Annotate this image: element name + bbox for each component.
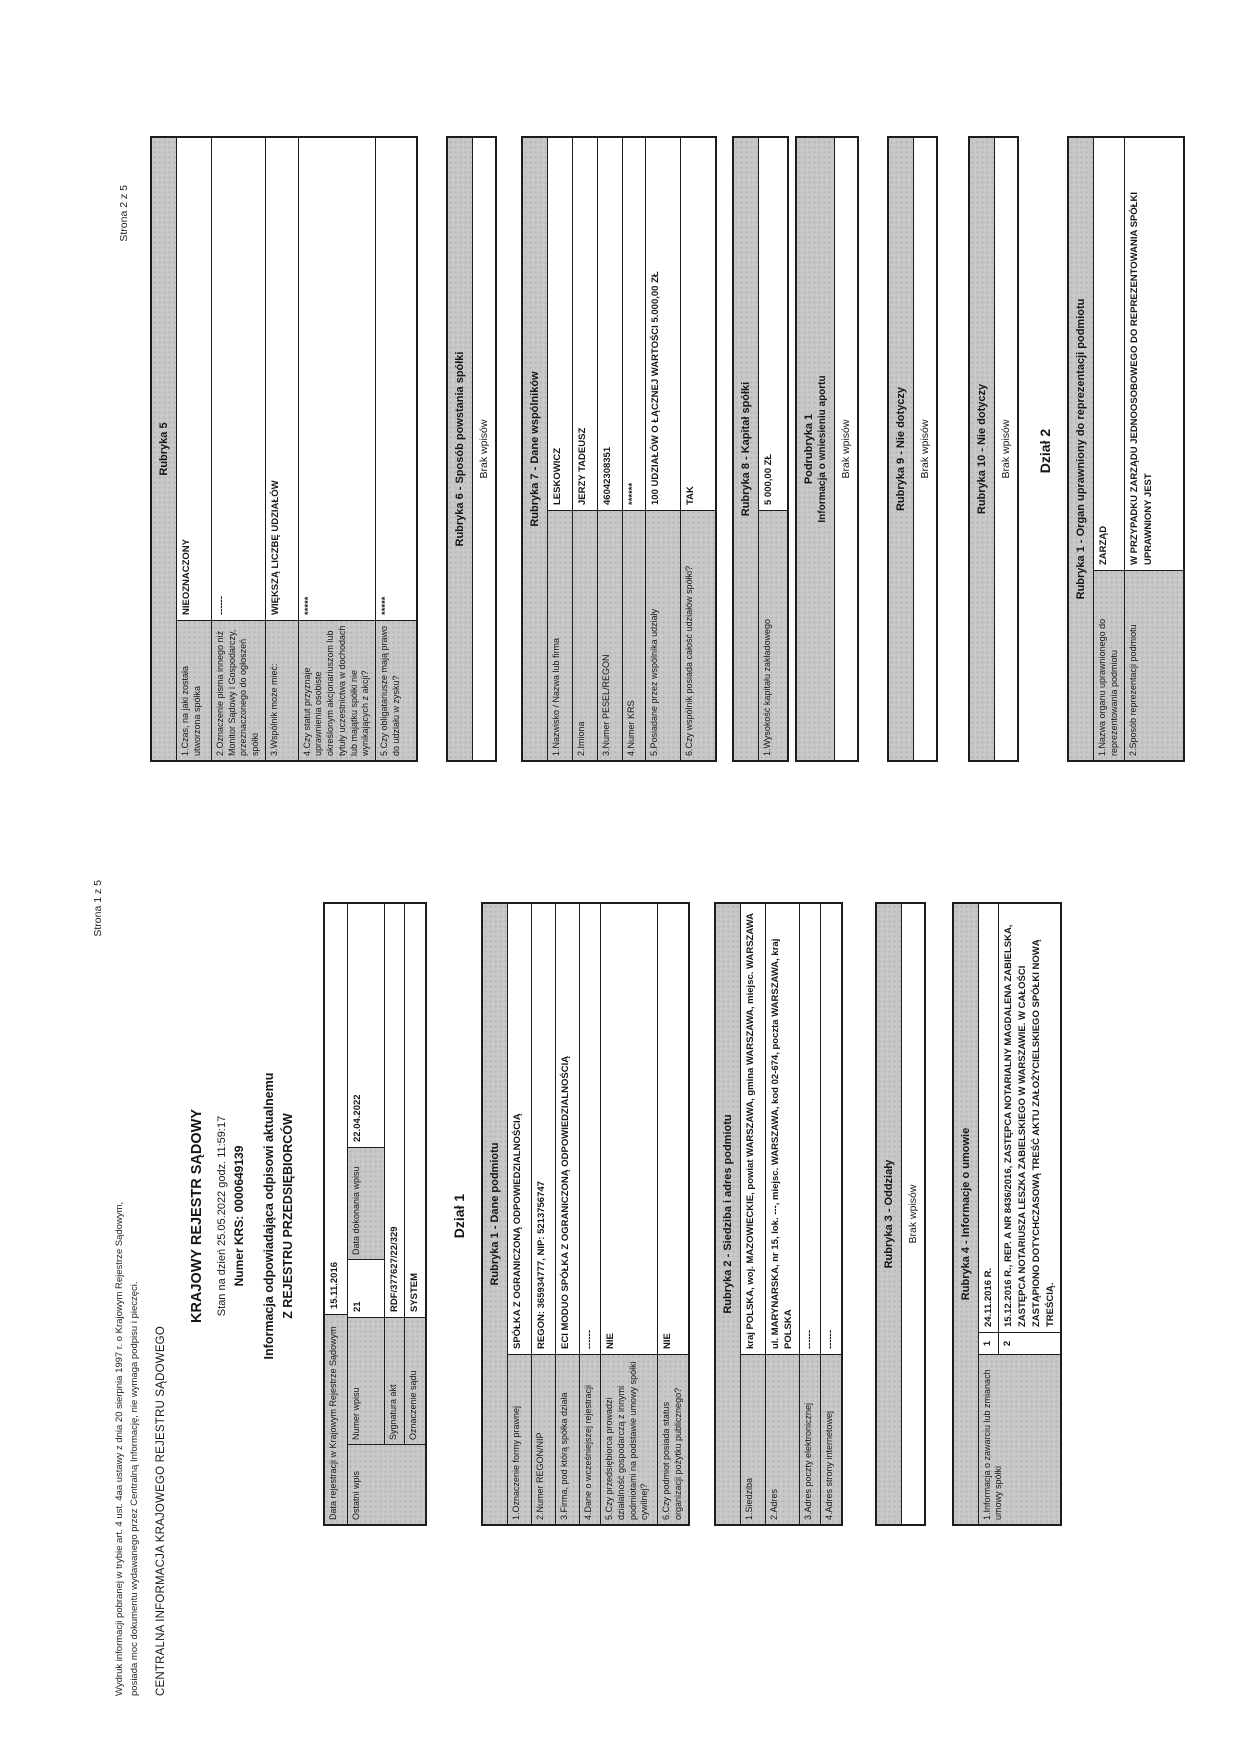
row-value: ***** — [299, 138, 375, 620]
rubryka-7-title: Rubryka 7 - Dane wspólników — [523, 138, 547, 760]
rubryka-5-table — [150, 136, 418, 762]
page-1-content — [92, 876, 1157, 1696]
table-row — [507, 904, 531, 1524]
table-row — [740, 904, 765, 1524]
table-row — [384, 904, 405, 1444]
row-label: 6.Czy podmiot posiada status organizacji pożytku publicznego? — [658, 1354, 687, 1524]
row-label: 2.Numer REGON/NIP — [532, 1354, 555, 1524]
table-row — [375, 138, 416, 760]
table-row — [680, 138, 715, 760]
row-value: 15.11.2016 — [325, 904, 347, 1314]
row-label: 3.Firma, pod którą spółka działa — [556, 1354, 579, 1524]
row-value: ------ — [212, 138, 265, 620]
registration-table — [323, 902, 428, 1526]
page-1 — [92, 876, 1157, 1696]
row-label: 5.Czy obligatariusze mają prawo do udziału w zysku? — [376, 620, 416, 760]
podrubryka-1-table — [795, 136, 859, 762]
table-row — [597, 138, 622, 760]
table-row — [600, 904, 657, 1524]
row-value: 46042308351 — [598, 138, 622, 510]
rubryka-9-title: Rubryka 9 - Nie dotyczy — [889, 138, 913, 760]
disclaimer-line-2: posiada moc dokumentu wydawanego przez Centralną Informację, nie wymaga podpisu i pieczęci. — [128, 1281, 140, 1696]
table-row — [998, 904, 1060, 1354]
row-value: 22.04.2022 — [348, 904, 384, 1147]
table-row — [348, 904, 384, 1444]
table-row — [325, 904, 347, 1524]
empty-note: Brak wpisów — [473, 138, 495, 760]
table-row — [657, 904, 687, 1524]
rubryka-10-title: Rubryka 10 - Nie dotyczy — [970, 138, 994, 760]
table-row — [1093, 138, 1124, 760]
table-row — [834, 138, 857, 760]
table-row — [347, 904, 426, 1524]
registry-title: KRAJOWY REJESTR SĄDOWY — [189, 1108, 206, 1324]
table-row — [547, 138, 572, 760]
row-label: 6.Czy wspólnik posiada całość udziałów spółki? — [681, 510, 715, 760]
page-2 — [118, 120, 1180, 770]
empty-note: Brak wpisów — [995, 138, 1017, 760]
row-label: 4.Adres strony internetowej — [821, 1354, 841, 1524]
entry-number: 1 — [979, 1332, 999, 1354]
row-value: NIEOZNACZONY — [177, 138, 211, 620]
row-value: 100 UDZIAŁÓW O ŁĄCZNEJ WARTOŚCI 5.000,00 ZŁ — [646, 138, 680, 510]
rubryka-3-title: Rubryka 3 - Oddziały — [877, 904, 901, 1524]
info-heading-line-1: Informacja odpowiadająca odpisowi aktualnemu — [262, 1072, 277, 1360]
row-value: W PRZYPADKU ZARZĄDU JEDNOOSOBOWEGO DO REPREZENTOWANIA SPÓŁKI UPRAWNIONY JEST — [1125, 138, 1183, 570]
row-label: 1.Nazwisko / Nazwa lub firma — [548, 510, 572, 760]
row-label: 1.Oznaczenie formy prawnej — [508, 1354, 531, 1524]
stan-na-dzien: Stan na dzień 25.05.2022 godz. 11:59:17 — [216, 1115, 229, 1317]
table-row — [622, 138, 645, 760]
table-row — [1124, 138, 1183, 760]
row-label: 3.Wspólnik może mieć: — [266, 620, 298, 760]
title-block — [189, 906, 296, 1526]
table-row — [176, 138, 211, 760]
row-value: ****** — [623, 138, 645, 510]
table-row — [472, 138, 495, 760]
row-value: 21 — [348, 1259, 384, 1317]
empty-note: Brak wpisów — [902, 904, 924, 1524]
table-row — [820, 904, 841, 1524]
row-value: ***** — [376, 138, 416, 620]
row-value: SYSTEM — [405, 904, 425, 1317]
podrubryka-1-title-line: Podrubryka 1 — [802, 413, 815, 485]
table-row — [531, 904, 555, 1524]
table-row — [994, 138, 1017, 760]
row-label: 1.Siedziba — [741, 1354, 765, 1524]
rubryka-4-title: Rubryka 4 - Informacje o umowie — [954, 904, 978, 1524]
row-label: Data dokonania wpisu — [348, 1147, 384, 1259]
row-value: REGON: 365934777, NIP: 5213756747 — [532, 904, 555, 1354]
table-row — [298, 138, 375, 760]
table-row — [645, 138, 680, 760]
header-disclaimer — [113, 876, 142, 1696]
rubryka-8-title: Rubryka 8 - Kapitał spółki — [734, 138, 758, 760]
rubryka-8-table — [732, 136, 789, 762]
row-value: ZARZĄD — [1094, 138, 1124, 570]
rubryka-10-table — [968, 136, 1019, 762]
table-row — [555, 904, 579, 1524]
rubryka-7-table — [521, 136, 717, 762]
table-row — [758, 138, 787, 760]
rubryka-2-title: Rubryka 2 - Siedziba i adres podmiotu — [716, 904, 740, 1524]
row-label: 2.Imiona — [573, 510, 597, 760]
row-label: 3.Numer PESEL/REGON — [598, 510, 622, 760]
row-value: WIĘKSZĄ LICZBĘ UDZIAŁÓW — [266, 138, 298, 620]
empty-note: Brak wpisów — [914, 138, 936, 760]
table-row — [901, 904, 924, 1524]
umowa-entries — [979, 904, 1061, 1354]
table-row — [404, 904, 425, 1444]
row-value: ul. MARYNARSKA, nr 15, lok. ---, miejsc. WARSZAWA, kod 02-674, poczta WARSZAWA, kraj POLSKA — [766, 904, 800, 1354]
row-label: 3.Adres poczty elektronicznej — [800, 1354, 820, 1524]
row-value: LESKOWICZ — [548, 138, 572, 510]
dzial-2-heading: Dział 2 — [1036, 428, 1053, 474]
entry-text: 15.12.2016 R., REP. A NR 8436/2016, ZASTĘPCA NOTARIALNY MAGDALENA ZABIELSKA, ZASTĘPCA NOTARIUSZA LESZKA ZABIELSKIEGO W WARSZAWIE. W CAŁOŚCI ZASTĄPIONO DOTYCHCZASOWĄ TREŚĆ AKTU ZAŁOŻYCIELSKIEGO SPÓŁKI NOWĄ TREŚCIĄ. — [999, 904, 1060, 1332]
row-label: Numer wpisu — [348, 1317, 384, 1444]
rubryka-4-table — [952, 902, 1063, 1526]
row-label: 1.Nazwa organu uprawnionego do reprezentowania podmiotu — [1094, 570, 1124, 760]
page-2-content — [118, 120, 1180, 770]
rubryka-5-title: Rubryka 5 — [152, 138, 176, 760]
table-row — [765, 904, 800, 1524]
row-label: 2.Adres — [766, 1354, 800, 1524]
row-value: JERZY TADEUSZ — [573, 138, 597, 510]
rubryka-1-table — [481, 902, 689, 1526]
rubryka-9-table — [887, 136, 938, 762]
row-label: Oznaczenie sądu — [405, 1317, 425, 1444]
rubryka-1-title: Rubryka 1 - Dane podmiotu — [483, 904, 507, 1524]
rubryka-3-table — [875, 902, 926, 1526]
table-row — [913, 138, 936, 760]
row-label: 1.Wysokość kapitału zakładowego — [759, 510, 787, 760]
disclaimer-line-1: Wydruk informacji pobranej w trybie art. 4 ust. 4aa ustawy z dnia 20 sierpnia 1997 r. o Krajowym Rejestrze Sądowym, — [114, 1201, 125, 1696]
row-value: ------ — [800, 904, 820, 1354]
row-value: 5 000,00 ZŁ — [759, 138, 787, 510]
rubryka-6-table — [446, 136, 497, 762]
row-label: 5.Czy przedsiębiorca prowadzi działalność gospodarczą z innymi podmiotami na podstawie umowy spółki cywilnej? — [601, 1354, 657, 1524]
row-label: 4.Czy statut przyznaje uprawnienia osobiste określonym akcjonariuszom lub tytuły uczestnictwa w dochodach lub majątku spółki nie wynikających z akcji? — [299, 620, 375, 760]
krs-number: Numer KRS: 0000649139 — [232, 1145, 247, 1287]
table-row — [211, 138, 265, 760]
central-information-line: CENTRALNA INFORMACJA KRAJOWEGO REJESTRU SĄDOWEGO — [155, 1326, 168, 1696]
row-value: NIE — [601, 904, 657, 1354]
row-value: NIE — [658, 904, 687, 1354]
row-label: 2.Oznaczenie pisma innego niż Monitor Sądowy i Gospodarczy, przeznaczonego do ogłoszeń spółki — [212, 620, 265, 760]
row-value: SPÓŁKA Z OGRANICZONĄ ODPOWIEDZIALNOŚCIĄ — [508, 904, 531, 1354]
empty-note: Brak wpisów — [835, 138, 857, 760]
info-heading-line-2: Z REJESTRU PRZEDSIĘBIORCÓW — [280, 1113, 295, 1319]
table-row — [265, 138, 298, 760]
rubryka-2-table — [714, 902, 843, 1526]
row-label: 5.Posiadane przez wspólnika udziały — [646, 510, 680, 760]
row-label: 4.Numer KRS — [623, 510, 645, 760]
dzial-1-heading: Dział 1 — [451, 1193, 468, 1239]
row-value: ECI MODUO SPÓŁKA Z OGRANICZONĄ ODPOWIEDZIALNOŚCIĄ — [556, 904, 579, 1354]
ostatni-wpis-label: Ostatni wpis — [348, 1444, 426, 1524]
entry-text: 24.11.2016 R. — [979, 904, 999, 1332]
page-2-number: Strona 2 z 5 — [118, 185, 130, 242]
info-heading — [260, 906, 296, 1526]
rubryka-1-organ-table — [1067, 136, 1185, 762]
row-label: 1.Informacja o zawarciu lub zmianach umowy spółki — [979, 1354, 1061, 1524]
podrubryka-1-title — [797, 138, 834, 760]
row-label: Sygnatura akt — [385, 1317, 405, 1444]
row-value: RDF/377627/22/329 — [385, 904, 405, 1317]
podrubryka-1-subtitle: Informacja o wniesieniu aportu — [816, 375, 828, 523]
row-value: TAK — [681, 138, 715, 510]
table-row — [979, 904, 999, 1354]
rubryka-1-organ-title: Rubryka 1 - Organ uprawniony do reprezentacji podmiotu — [1069, 138, 1093, 760]
row-value: kraj POLSKA, woj. MAZOWIECKIE, powiat WARSZAWA, gmina WARSZAWA, miejsc. WARSZAWA — [741, 904, 765, 1354]
row-label: Data rejestracji w Krajowym Rejestrze Sądowym — [325, 1314, 347, 1524]
ostatni-wpis-subrows — [348, 904, 426, 1444]
row-value: ------ — [821, 904, 841, 1354]
entry-number: 2 — [999, 1332, 1060, 1354]
table-row — [572, 138, 597, 760]
row-value: ------ — [580, 904, 600, 1354]
rubryka-6-title: Rubryka 6 - Sposób powstania spółki — [448, 138, 472, 760]
table-row — [978, 904, 1061, 1524]
table-row — [799, 904, 820, 1524]
page-1-number: Strona 1 z 5 — [92, 880, 104, 937]
row-label: 4.Dane o wcześniejszej rejestracji — [580, 1354, 600, 1524]
row-label: 1.Czas, na jaki została utworzona spółka — [177, 620, 211, 760]
table-row — [579, 904, 600, 1524]
row-label: 2.Sposób reprezentacji podmiotu — [1125, 570, 1183, 760]
